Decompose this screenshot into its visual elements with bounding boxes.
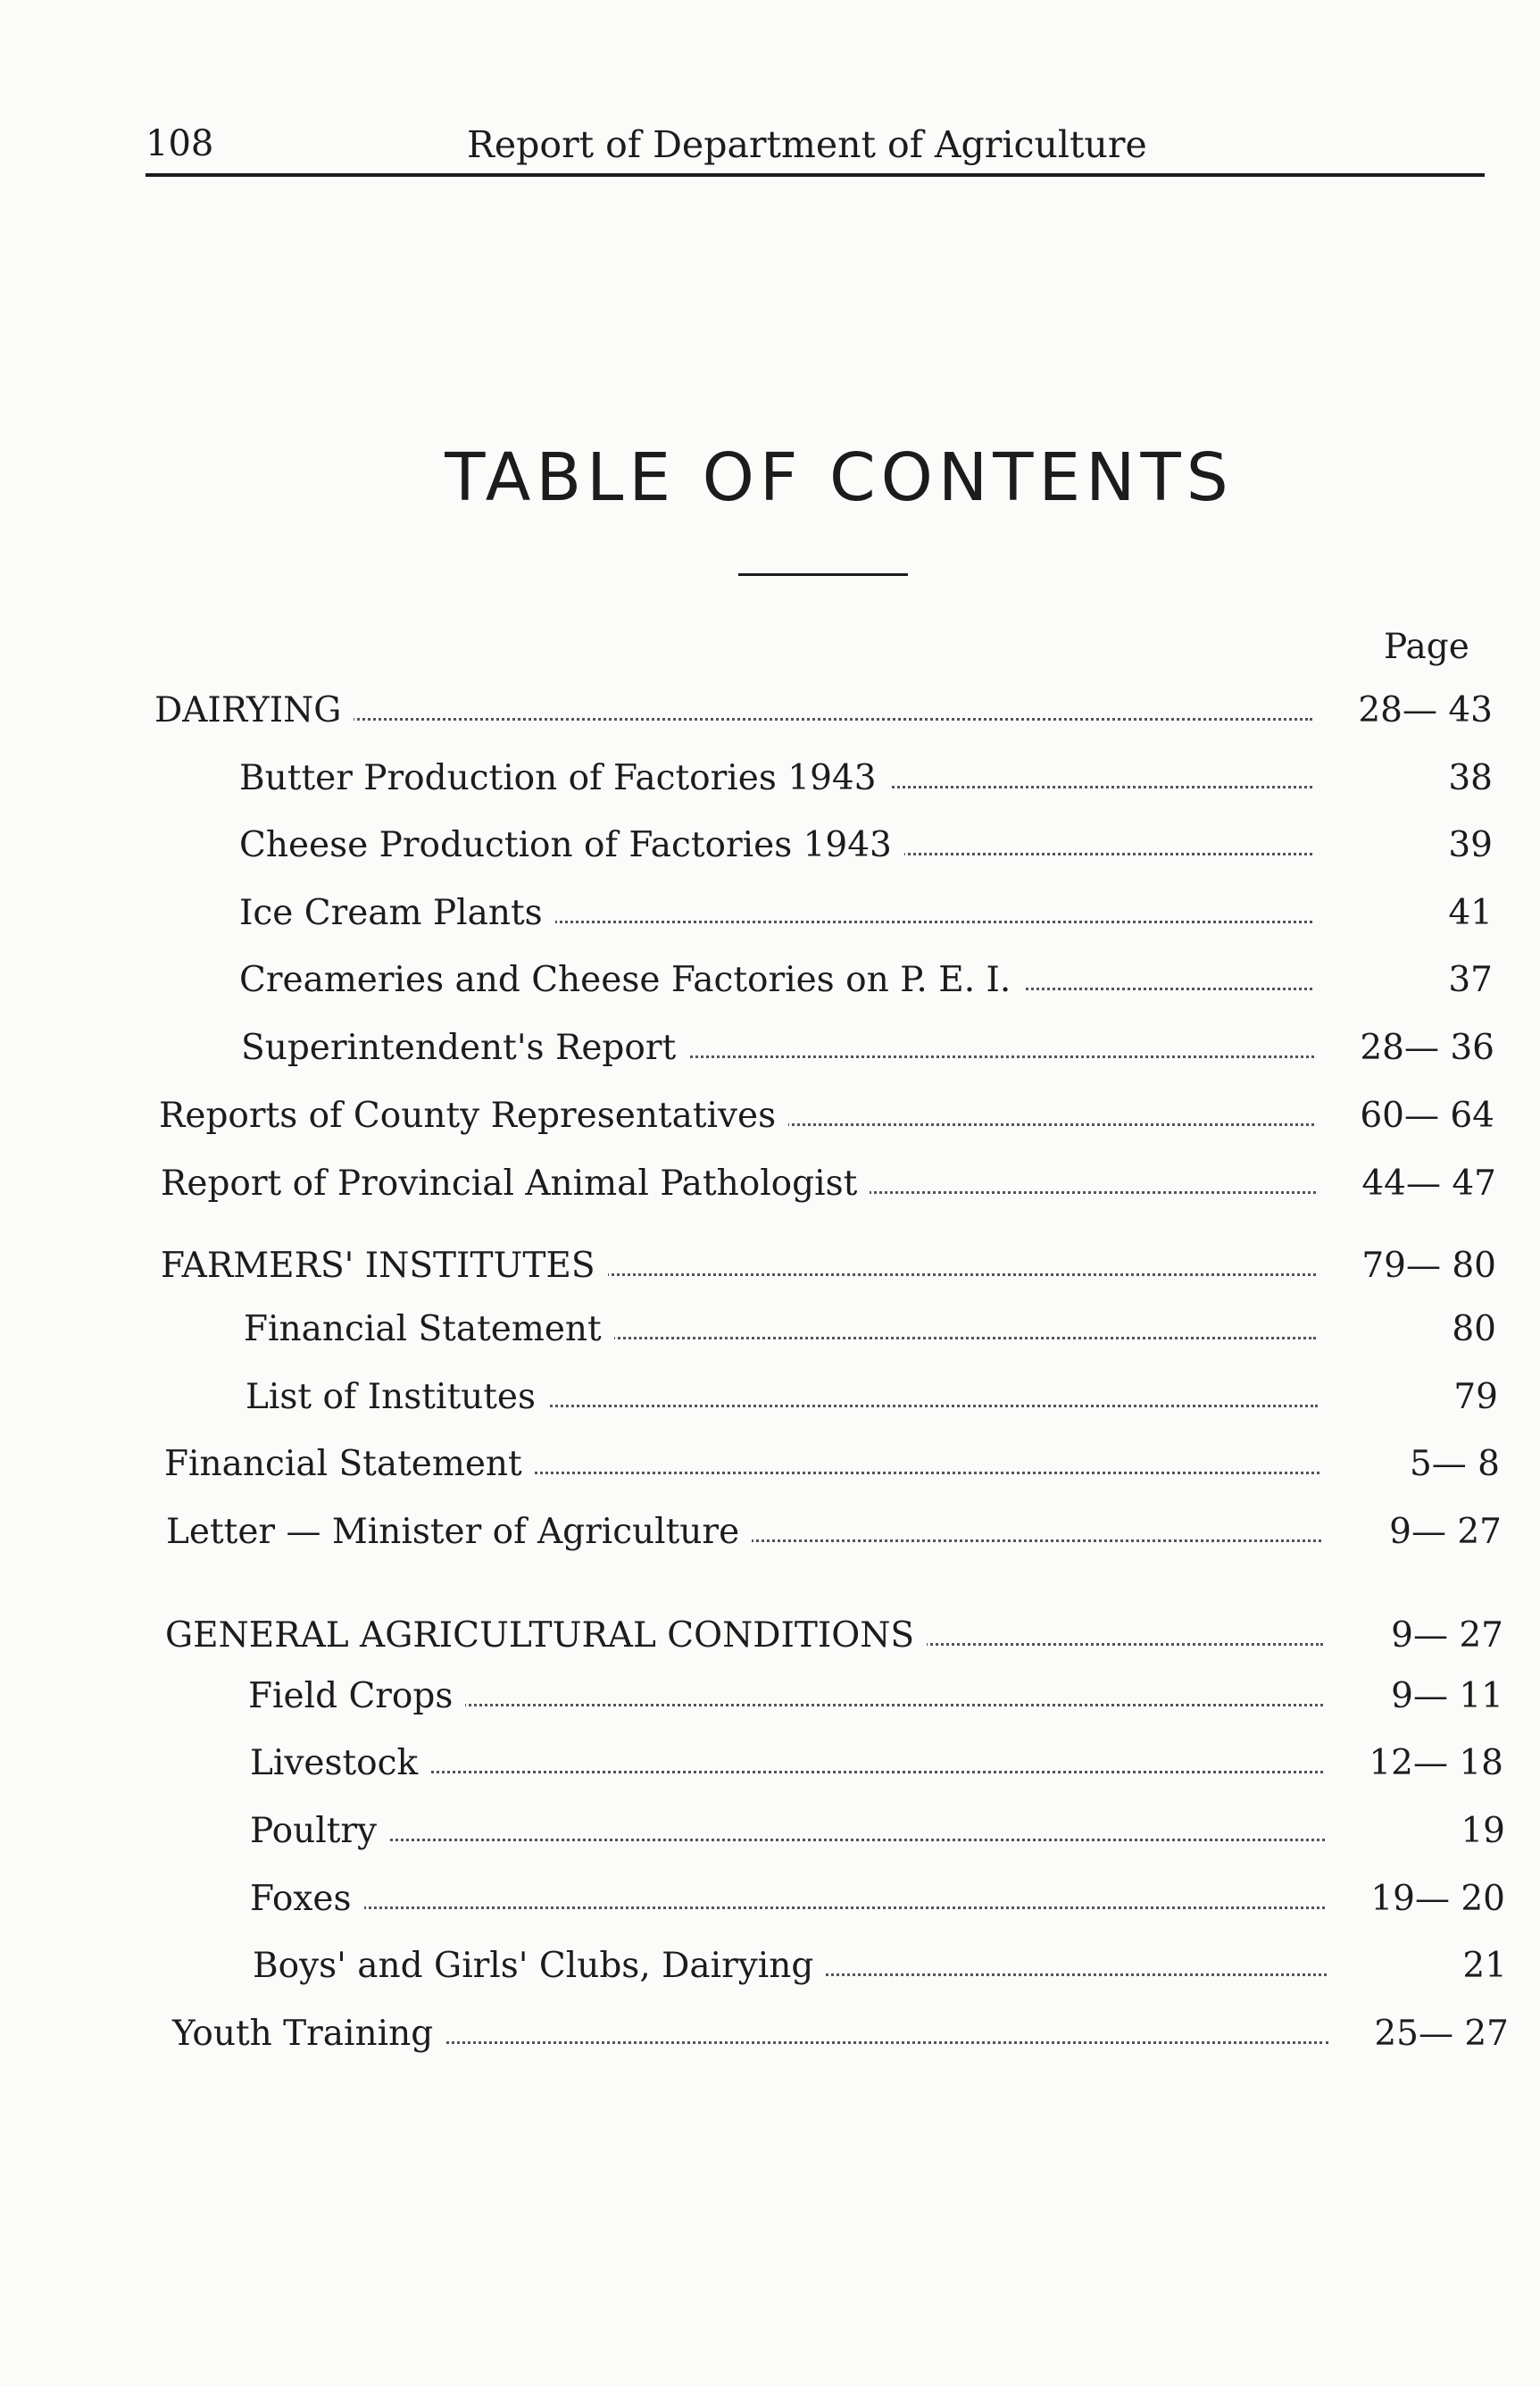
toc-entry (239, 959, 1493, 1002)
toc-entry (161, 1163, 1496, 1206)
running-title: Report of Department of Agriculture (467, 123, 1147, 166)
toc-entry-pages: 9— 27 (1389, 1512, 1502, 1552)
toc-entry-pages: 37 (1448, 960, 1493, 1000)
toc-entry-pages: 44— 47 (1361, 1164, 1496, 1204)
toc-entry-pages: 9— 11 (1391, 1676, 1503, 1716)
toc-entry (165, 1614, 1503, 1657)
toc-entry-label: Ice Cream Plants (239, 892, 555, 935)
toc-entry (248, 1675, 1503, 1718)
page-column-label: Page (1384, 627, 1469, 667)
toc-entry-pages: 25— 27 (1374, 2014, 1509, 2054)
header-rule (146, 173, 1485, 177)
dot-leader (250, 1906, 1325, 1909)
toc-entry-label: Financial Statement (244, 1308, 614, 1351)
toc-entry (154, 689, 1493, 732)
toc-entry-label: Livestock (250, 1742, 430, 1785)
toc-entry (172, 2013, 1509, 2056)
toc-entry-pages: 12— 18 (1369, 1743, 1503, 1783)
toc-entry-label: Poultry (250, 1810, 389, 1853)
toc-entry-pages: 19 (1461, 1811, 1505, 1851)
toc-entry (250, 1742, 1503, 1785)
toc-entry-label: Reports of County Representatives (159, 1095, 788, 1138)
toc-entry-pages: 28— 43 (1358, 690, 1493, 730)
toc-entry-pages: 60— 64 (1360, 1096, 1494, 1136)
toc-entry (239, 892, 1493, 935)
toc-entry (161, 1245, 1496, 1288)
toc-entry-label: Field Crops (248, 1675, 465, 1718)
toc-entry-pages: 9— 27 (1391, 1615, 1503, 1656)
toc-entry-pages: 79— 80 (1361, 1246, 1496, 1286)
title-divider (738, 573, 908, 576)
toc-entry-label: DAIRYING (154, 689, 354, 732)
toc-entry-label: Foxes (250, 1878, 364, 1921)
toc-entry (239, 757, 1493, 800)
toc-entry-label: Financial Statement (164, 1443, 535, 1486)
toc-entry (159, 1095, 1494, 1138)
toc-entry (166, 1511, 1502, 1554)
toc-entry-pages: 38 (1448, 758, 1493, 798)
page-number: 108 (146, 123, 214, 164)
toc-entry-pages: 21 (1462, 1946, 1507, 1986)
toc-entry-label: Youth Training (172, 2013, 445, 2056)
toc-entry-pages: 39 (1448, 825, 1493, 865)
toc-entry (164, 1443, 1500, 1486)
toc-entry-label: Report of Provincial Animal Pathologist (161, 1163, 870, 1206)
toc-entry (239, 824, 1493, 867)
toc-entry-label: GENERAL AGRICULTURAL CONDITIONS (165, 1614, 927, 1657)
toc-entry-pages: 41 (1448, 893, 1493, 933)
dot-leader (250, 1839, 1325, 1841)
toc-entry-pages: 28— 36 (1360, 1028, 1494, 1068)
toc-entry-label: Letter — Minister of Agriculture (166, 1511, 752, 1554)
toc-entry-label: List of Institutes (246, 1376, 548, 1419)
toc-entry-pages: 5— 8 (1409, 1444, 1500, 1484)
toc-entry (250, 1878, 1505, 1921)
toc-entry-label: FARMERS' INSTITUTES (161, 1245, 608, 1288)
toc-entry (250, 1810, 1505, 1853)
toc-entry-label: Superintendent's Report (241, 1027, 688, 1070)
toc-entry-pages: 80 (1452, 1309, 1496, 1349)
toc-entry-label: Cheese Production of Factories 1943 (239, 824, 904, 867)
toc-entry-label: Butter Production of Factories 1943 (239, 757, 889, 800)
toc-entry (246, 1376, 1498, 1419)
toc-entry (241, 1027, 1494, 1070)
toc-entry (244, 1308, 1496, 1351)
toc-entry-pages: 79 (1453, 1377, 1498, 1417)
toc-entry-label: Boys' and Girls' Clubs, Dairying (253, 1945, 826, 1988)
page-title: TABLE OF CONTENTS (445, 439, 1234, 516)
toc-entry (253, 1945, 1507, 1988)
toc-entry-label: Creameries and Cheese Factories on P. E. I. (239, 959, 1023, 1002)
running-header (146, 123, 1485, 172)
toc-entry-pages: 19— 20 (1370, 1879, 1505, 1919)
